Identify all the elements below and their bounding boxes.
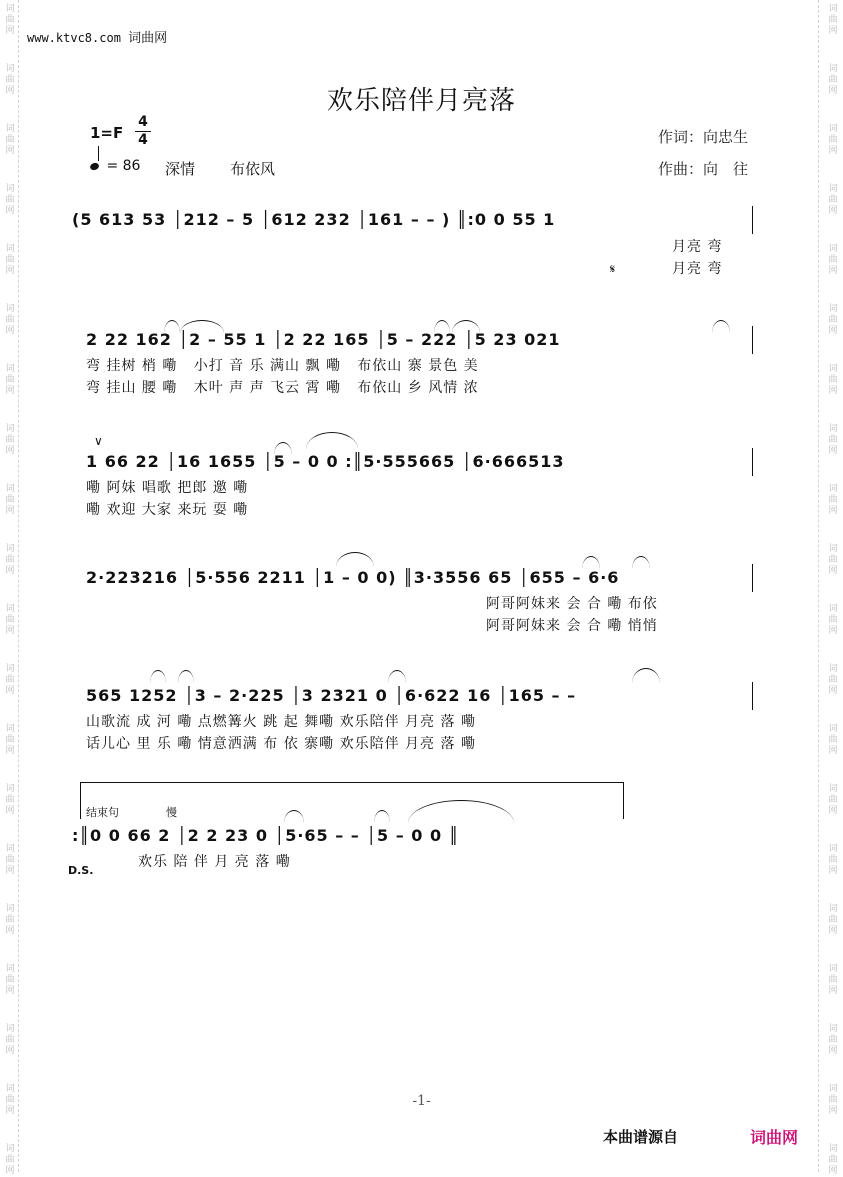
slur	[178, 670, 194, 683]
barline	[752, 326, 753, 354]
side-watermark-mark: 词 曲 网	[5, 964, 15, 996]
side-watermark-mark: 词 曲 网	[5, 1024, 15, 1056]
slur	[150, 670, 166, 683]
side-watermark-mark: 词 曲 网	[5, 4, 15, 36]
side-watermark-mark: 词 曲 网	[828, 64, 838, 96]
side-watermark-mark: 词 曲 网	[5, 484, 15, 516]
style-mark-1: 深情	[165, 160, 196, 178]
side-watermark-mark: 词 曲 网	[5, 244, 15, 276]
key-signature: 1=F	[90, 124, 124, 142]
lyrics-verse-2: 阿哥阿妹来 会 合 嘞 悄悄	[486, 618, 658, 634]
right-dashed-border	[818, 0, 819, 1172]
side-watermark-mark: 词 曲 网	[5, 664, 15, 696]
lyrics-verse-2: 话儿心 里 乐 嘞 情意洒满 布 依 寨嘞 欢乐陪伴 月亮 落 嘞	[86, 736, 476, 752]
lyrics-verse-1: 山歌流 成 河 嘞 点燃篝火 跳 起 舞嘞 欢乐陪伴 月亮 落 嘞	[86, 714, 476, 730]
time-signature-top: 4	[138, 114, 148, 130]
notes-line: :║0 0 66 2 │2 2 23 0 │5·65 – – │5 – 0 0 ║	[72, 826, 460, 845]
side-watermark-mark: 词 曲 网	[5, 544, 15, 576]
lyrics-verse-1: 月亮 弯	[672, 239, 723, 255]
side-watermark-mark: 词 曲 网	[5, 1144, 15, 1176]
lyrics-verse-1: 弯 挂树 梢 嘞 小打 音 乐 满山 飘 嘞 布依山 寨 景色 美	[86, 358, 479, 374]
quarter-note-icon	[90, 158, 102, 174]
side-watermark-mark: 词 曲 网	[828, 364, 838, 396]
lyrics-verse-1: 欢乐 陪 伴 月 亮 落 嘞	[138, 854, 291, 870]
side-watermark-mark: 词 曲 网	[828, 424, 838, 456]
side-watermark-mark: 词 曲 网	[828, 124, 838, 156]
side-watermark-mark: 词 曲 网	[5, 64, 15, 96]
coda-bracket	[80, 782, 624, 819]
notes-line: 2·223216 │5·556 2211 │1 – 0 0) ║3·3556 65 │655 – 6·6	[86, 568, 620, 587]
side-watermark-mark: 词 曲 网	[828, 4, 838, 36]
side-watermark-mark: 词 曲 网	[828, 664, 838, 696]
side-watermark-mark: 词 曲 网	[828, 1144, 838, 1176]
slur	[632, 556, 650, 569]
side-watermark-mark: 词 曲 网	[5, 364, 15, 396]
barline	[752, 682, 753, 710]
site-url-text: www.ktvc8.com	[27, 31, 121, 45]
lyricist: 作词：向忠生	[658, 128, 749, 146]
segno-icon: 𝄋	[610, 262, 616, 276]
side-watermark-mark: 词 曲 网	[5, 844, 15, 876]
side-watermark-mark: 词 曲 网	[828, 184, 838, 216]
side-watermark-mark: 词 曲 网	[5, 604, 15, 636]
source-label: 本曲谱源自	[603, 1128, 679, 1146]
side-watermark-mark: 词 曲 网	[828, 844, 838, 876]
side-watermark-mark: 词 曲 网	[828, 724, 838, 756]
ds-mark: D.S.	[68, 864, 94, 877]
side-watermark-mark: 词 曲 网	[828, 1084, 838, 1116]
slur	[388, 670, 406, 683]
notes-line: 565 1252 │3 – 2·225 │3 2321 0 │6·622 16 │165 – –	[86, 686, 577, 705]
side-watermark-mark: 词 曲 网	[5, 304, 15, 336]
song-title: 欢乐陪伴月亮落	[326, 86, 516, 116]
side-watermark-mark: 词 曲 网	[5, 724, 15, 756]
side-watermark-mark: 词 曲 网	[5, 124, 15, 156]
time-signature	[135, 115, 151, 148]
page-number: -1-	[412, 1093, 431, 1109]
time-signature-bottom: 4	[138, 132, 148, 148]
tempo-equals: =	[106, 158, 119, 174]
lyrics-verse-1: 阿哥阿妹来 会 合 嘞 布依	[486, 596, 658, 612]
side-watermark-mark: 词 曲 网	[828, 604, 838, 636]
tempo-value: 86	[122, 158, 141, 174]
side-watermark-mark: 词 曲 网	[828, 1024, 838, 1056]
notes-line: 2 22 162 │2 – 55 1 │2 22 165 │5 – 222 │5 23 021	[86, 330, 561, 349]
side-watermark-mark: 词 曲 网	[828, 244, 838, 276]
coda-label: 结束句	[86, 806, 119, 819]
side-watermark-mark: 词 曲 网	[828, 304, 838, 336]
composer: 作曲：向 往	[658, 160, 749, 178]
barline	[752, 206, 753, 234]
side-watermark-mark: 词 曲 网	[5, 184, 15, 216]
breath-mark: ∨	[94, 434, 103, 448]
side-watermark-mark: 词 曲 网	[828, 544, 838, 576]
slur	[306, 432, 358, 449]
side-watermark-mark: 词 曲 网	[5, 424, 15, 456]
lyrics-verse-1: 嘞 阿妹 唱歌 把郎 邀 嘞	[86, 480, 249, 496]
slur	[712, 320, 730, 333]
side-watermark-mark: 词 曲 网	[828, 784, 838, 816]
lyrics-verse-2: 月亮 弯	[672, 261, 723, 277]
side-watermark-mark: 词 曲 网	[5, 784, 15, 816]
lyrics-verse-2: 嘞 欢迎 大家 来玩 耍 嘞	[86, 502, 249, 518]
site-name: 词曲网	[128, 31, 168, 46]
side-watermark-mark: 词 曲 网	[5, 1084, 15, 1116]
source-brand-link[interactable]: 词曲网	[750, 1128, 799, 1147]
side-watermark-mark: 词 曲 网	[828, 904, 838, 936]
style-mark-2: 布依风	[230, 160, 276, 178]
lyrics-verse-2: 弯 挂山 腰 嘞 木叶 声 声 飞云 霄 嘞 布依山 乡 风情 浓	[86, 380, 479, 396]
barline	[752, 448, 753, 476]
side-watermark-mark: 词 曲 网	[828, 964, 838, 996]
slur	[336, 552, 374, 567]
side-watermark-mark: 词 曲 网	[828, 484, 838, 516]
side-watermark-mark: 词 曲 网	[5, 904, 15, 936]
left-dashed-border	[18, 0, 19, 1172]
notes-line: 1 66 22 │16 1655 │5 – 0 0 :║5·555665 │6·666513	[86, 452, 565, 471]
tempo-mark	[90, 158, 140, 174]
notes-line: (5 613 53 │212 – 5 │612 232 │161 – – ) ║:0 0 55 1	[72, 210, 556, 229]
barline	[752, 564, 753, 592]
slur	[632, 668, 660, 683]
tempo-slow-mark: 慢	[166, 806, 177, 819]
site-url[interactable]	[27, 27, 167, 46]
